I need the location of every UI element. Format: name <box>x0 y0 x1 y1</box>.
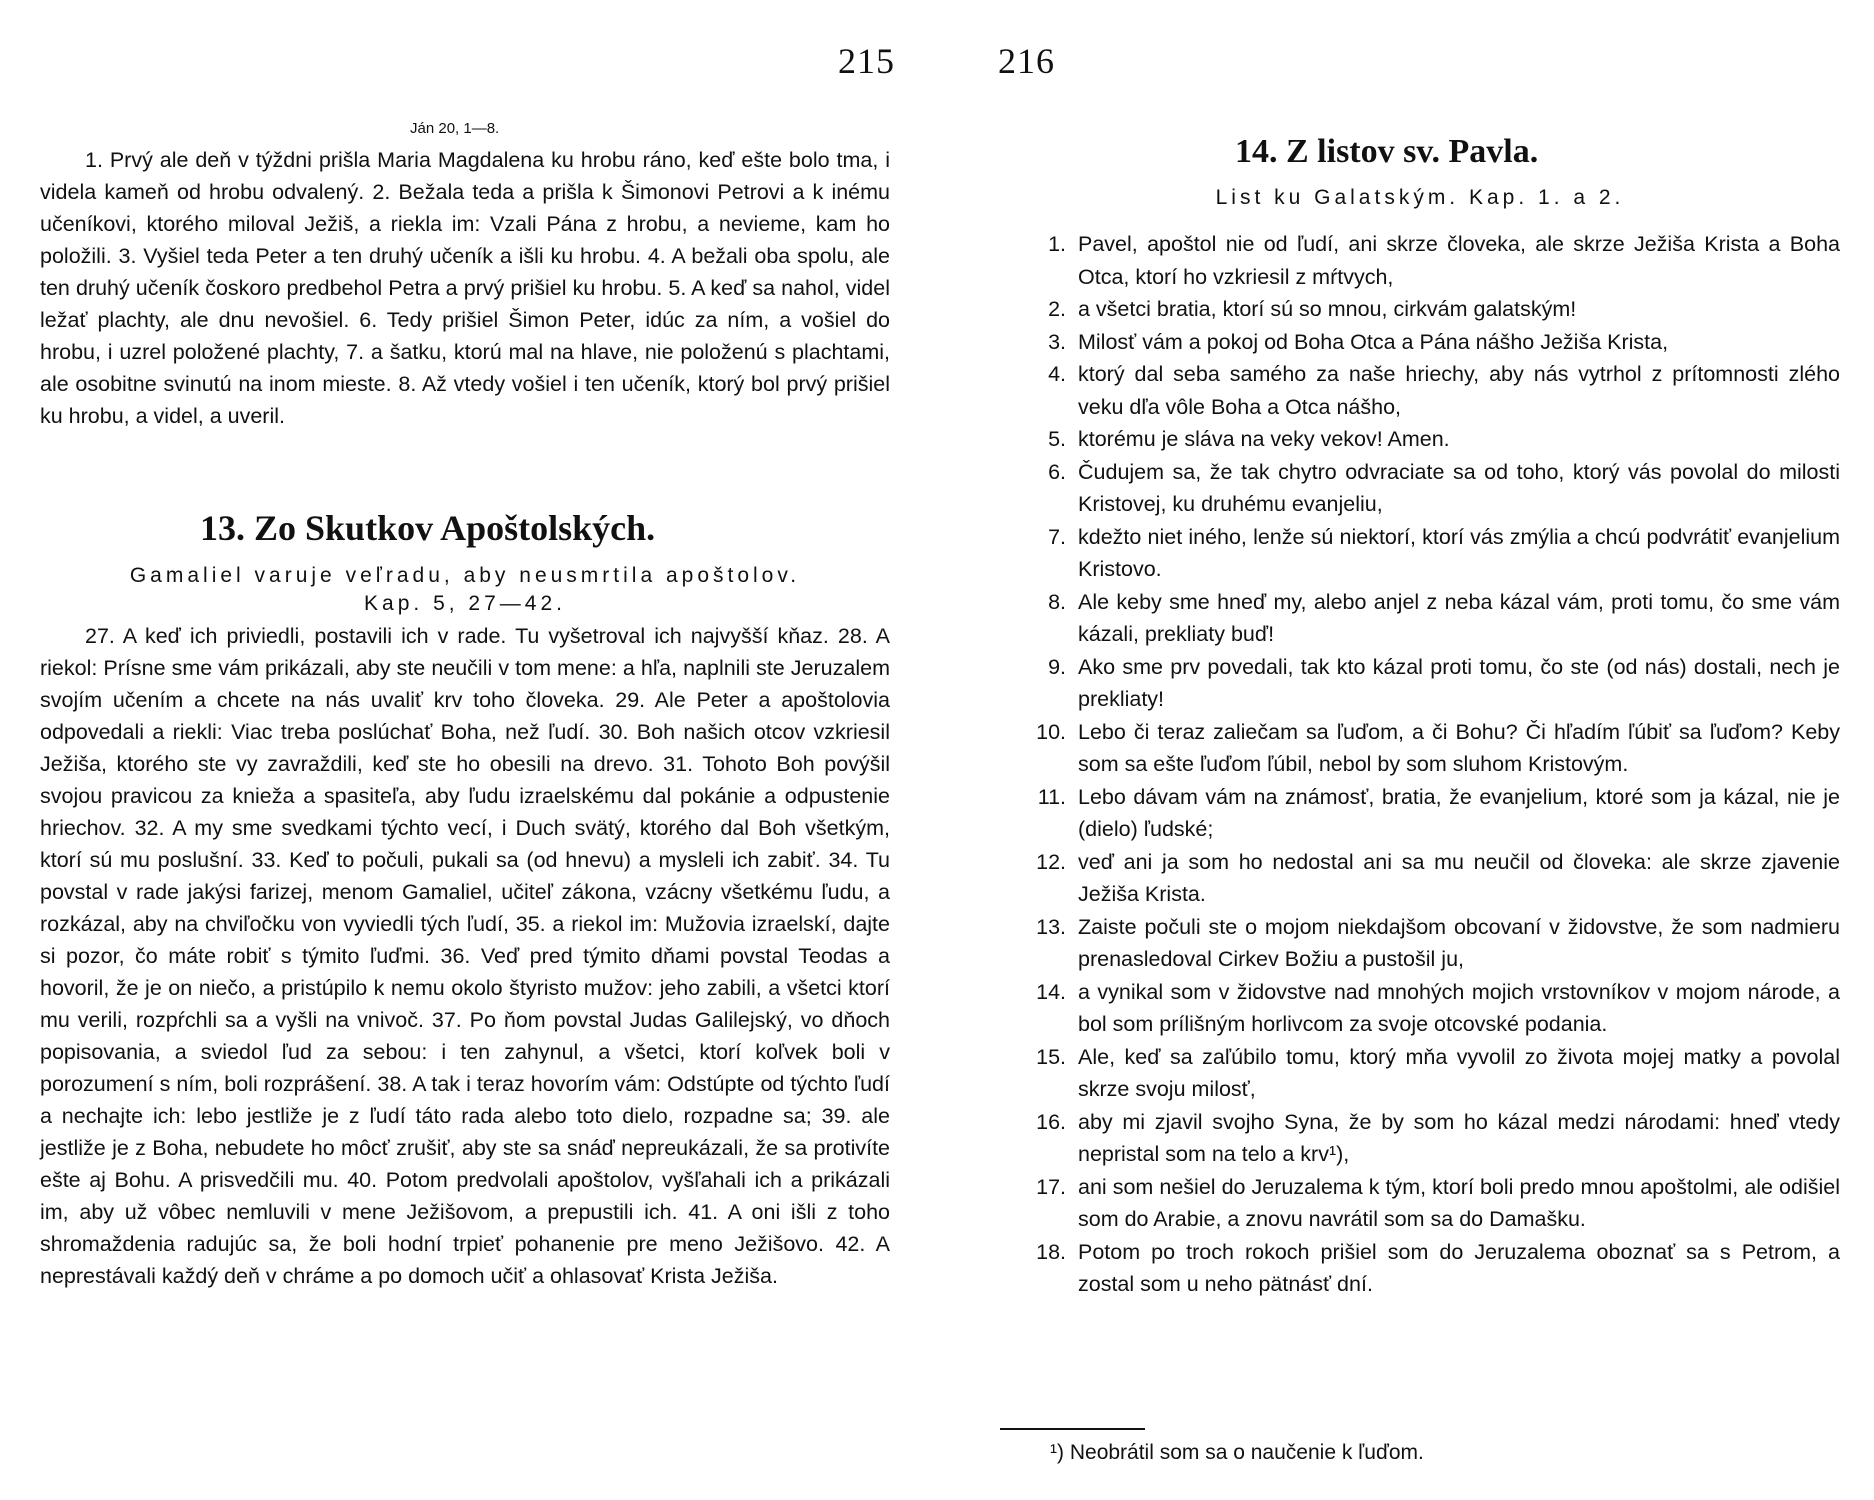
verse-text: veď ani ja som ho nedostal ani sa mu neučil od človeka: ale skrze zjavenie Ježiša Krista. <box>1078 849 1840 906</box>
verse-item <box>1000 911 1840 976</box>
verse-number: 18. <box>1036 1239 1066 1264</box>
verse-item <box>1000 976 1840 1041</box>
chapter-reference: Kap. 5, 27—42. <box>364 592 566 615</box>
verse-text: Ale keby sme hneď my, alebo anjel z neba kázal vám, proti tomu, čo sme vám kázali, prekliaty buď! <box>1078 589 1840 646</box>
verse-number: 15. <box>1036 1044 1066 1069</box>
footnote-marker: ¹) <box>1050 1441 1064 1464</box>
section-subtitle: List ku Galatským. Kap. 1. a 2. <box>1215 186 1625 209</box>
verse-item <box>1000 586 1840 651</box>
verse-item <box>1000 456 1840 521</box>
verse-text: Čudujem sa, že tak chytro odvraciate sa od toho, ktorý vás povolal do milosti Kristovej, ku druhému evanjeliu, <box>1078 459 1840 516</box>
verse-text: Potom po troch rokoch prišiel som do Jeruzalema oboznať sa s Petrom, a zostal som u neho pätnásť dní. <box>1078 1239 1840 1296</box>
verse-number: 11. <box>1037 784 1066 809</box>
gospel-paragraph: 1. Prvý ale deň v týždni prišla Maria Magdalena ku hrobu ráno, keď ešte bolo tma, i videla kameň od hrobu odvalený. 2. Bežala teda a prišla k Šimonovi Petrovi a k inému učeníkovi, ktorého miloval Ježiš, a riekla im: Vzali Pána z hrobu, a nevieme, kam ho položili. 3. Vyšiel teda Peter a ten druhý učeník a išli ku hrobu. 4. A bežali oba spolu, ale ten druhý učeník čoskoro predbehol Petra a prvý prišiel ku hrobu. 5. A keď sa nahol, videl ležať plachty, ale dnu nevošiel. 6. Tedy prišiel Šimon Peter, idúc za ním, a vošiel do hrobu, i uzrel položené plachty, 7. a šatku, ktorú mal na hlave, nie položenú s plachtami, ale osobitne svinutú na inom mieste. 8. Až vtedy vošiel i ten učeník, ktorý bol prvý prišiel ku hrobu, a videl, a uveril. <box>40 148 890 428</box>
verse-text: Pavel, apoštol nie od ľudí, ani skrze človeka, ale skrze Ježiša Krista a Boha Otca, ktorí ho vzkriesil z mŕtvych, <box>1078 232 1840 289</box>
verse-number: 1. <box>1048 232 1066 256</box>
verse-item <box>1000 521 1840 586</box>
verse-text: Zaiste počuli ste o mojom niekdajšom obcovaní v židovstve, že som nadmieru prenasledoval Cirkev Božiu a pustošil ju, <box>1078 914 1840 971</box>
verse-item <box>1000 1236 1840 1301</box>
verse-item <box>1000 358 1840 423</box>
acts-paragraph: 27. A keď ich priviedli, postavili ich v rade. Tu vyšetroval ich najvyšší kňaz. 28. A riekol: Prísne sme vám prikázali, aby ste neučili v tom mene: a hľa, naplnili ste Jeruzalem svojím učením a chcete na nás uvaliť krv toho človeka. 29. Ale Peter a apoštolovia odpovedali a riekli: Viac treba poslúchať Boha, než ľudí. 30. Boh našich otcov vzkriesil Ježiša, ktorého ste vy zavraždili, keď ste ho obesili na drevo. 31. Tohoto Boh povýšil svojou pravicou za knieža a spasiteľa, aby ľudu izraelskému dal pokánie a odpustenie hriechov. 32. A my sme svedkami týchto vecí, i Duch svätý, ktorého dal Boh všetkým, ktorí sú mu poslušní. 33. Keď to počuli, pukali sa (od hnevu) a mysleli ich zabiť. 34. Tu povstal v rade jakýsi farizej, menom Gamaliel, učiteľ zákona, vzácny všetkému ľudu, a rozkázal, aby na chviľočku von vyviedli tých ľudí, 35. a riekol im: Mužovia izraelskí, dajte si pozor, čo máte robiť s týmito ľuďmi. 36. Veď pred týmito dňami povstal Teodas a hovoril, že je on niečo, a pristúpilo k nemu okolo štyristo mužov: jeho zabili, a všetci ktorí mu verili, rozpŕchli sa a vyšli na vnivoč. 37. Po ňom povstal Judas Galilejský, vo dňoch popisovania, a sviedol ľud za sebou: i ten zahynul, a všetci, ktorí koľvek boli v porozumení s ním, boli rozprášení. 38. A tak i teraz hovorím vám: Odstúpte od týchto ľudí a nechajte ich: lebo jestliže je z ľudí táto rada alebo toto dielo, rozpadne sa; 39. ale jestliže je z Boha, nebudete ho môcť zrušiť, aby ste sa snáď nepreukázali, že sa protivíte ešte aj Bohu. A prisvedčili mu. 40. Potom predvolali apoštolov, vyšľahali ich a prikázali im, aby už vôbec nemluvili v mene Ježišovom, a prepustili ich. 41. A oni išli z toho shromaždenia radujúc sa, že boli hodní trpieť pohanenie pre meno Ježišovo. 42. A neprestávali každý deň v chráme a po domoch učiť a ohlasovať Krista Ježiša. <box>40 624 890 1288</box>
section-heading-14: 14. Z listov sv. Pavla. <box>1235 133 1539 170</box>
verse-text: kdežto niet iného, lenže sú niektorí, ktorí vás zmýlia a chcú podvrátiť evanjelium Kristovo. <box>1078 524 1840 581</box>
verse-item <box>1000 781 1840 846</box>
verse-number: 6. <box>1048 459 1066 484</box>
verse-item <box>1000 326 1840 359</box>
verse-text: Ale, keď sa zaľúbilo tomu, ktorý mňa vyvolil zo života mojej matky a povolal skrze svoju milosť, <box>1078 1044 1840 1101</box>
verse-list <box>1000 228 1840 1301</box>
verse-number: 10. <box>1036 719 1066 744</box>
verse-number: 9. <box>1048 654 1066 679</box>
verse-item <box>1000 651 1840 716</box>
verse-text: Ako sme prv povedali, tak kto kázal proti tomu, čo ste (od nás) dostali, nech je prekliaty! <box>1078 654 1840 711</box>
verse-text: ktorému je sláva na veky vekov! Amen. <box>1078 427 1450 451</box>
verse-text: ani som nešiel do Jeruzalema k tým, ktorí boli predo mnou apoštolmi, ale odišiel som do Arabie, a znovu navrátil som sa do Damašku. <box>1078 1174 1840 1231</box>
verse-item <box>1000 228 1840 293</box>
verse-number: 8. <box>1048 589 1066 614</box>
verse-text: Lebo či teraz zaliečam sa ľuďom, a či Bohu? Či hľadím ľúbiť sa ľuďom? Keby som sa ešte ľuďom ľúbil, nebol by som sluhom Kristovým. <box>1078 719 1840 776</box>
page-number-right: 216 <box>998 41 1055 81</box>
verse-text: aby mi zjavil svojho Syna, že by som ho kázal medzi národami: hneď vtedy nepristal som na telo a krv¹), <box>1078 1109 1840 1166</box>
verse-number: 13. <box>1036 914 1066 939</box>
scripture-reference: Ján 20, 1—8. <box>410 120 500 137</box>
footnote-rule <box>1000 1428 1145 1430</box>
verse-item <box>1000 293 1840 326</box>
verse-text: Milosť vám a pokoj od Boha Otca a Pána nášho Ježiša Krista, <box>1078 329 1669 354</box>
verse-text: a všetci bratia, ktorí sú so mnou, cirkvám galatským! <box>1078 297 1577 321</box>
verse-number: 4. <box>1048 362 1066 386</box>
verse-text: Lebo dávam vám na známosť, bratia, že evanjelium, ktoré som ja kázal, nie je (dielo) ľudské; <box>1078 784 1840 841</box>
verse-number: 7. <box>1048 524 1066 549</box>
verse-number: 2. <box>1048 297 1066 321</box>
verse-text: ktorý dal seba samého za naše hriechy, aby nás vytrhol z prítomnosti zlého veku dľa vôle Boha a Otca nášho, <box>1078 362 1840 419</box>
page-number-left: 215 <box>838 41 895 81</box>
verse-number: 17. <box>1036 1174 1066 1199</box>
section-subtitle <box>40 562 890 618</box>
verse-number: 5. <box>1048 427 1066 451</box>
section-heading-13: 13. Zo Skutkov Apoštolských. <box>200 508 656 548</box>
verse-item <box>1000 716 1840 781</box>
verse-item <box>1000 1171 1840 1236</box>
subtitle-line: Gamaliel varuje veľradu, aby neusmrtila apoštolov. <box>129 564 801 587</box>
verse-item <box>1000 1041 1840 1106</box>
verse-item <box>1000 1106 1840 1171</box>
verse-number: 3. <box>1048 329 1066 354</box>
verse-item <box>1000 846 1840 911</box>
verse-text: a vynikal som v židovstve nad mnohých mojich vrstovníkov v mojom národe, a bol som prílišným horlivcom za svoje otcovské podania. <box>1078 979 1840 1036</box>
footnote <box>1050 1437 1424 1469</box>
verse-number: 14. <box>1036 979 1066 1004</box>
verse-number: 16. <box>1036 1109 1066 1134</box>
verse-number: 12. <box>1036 849 1066 874</box>
footnote-text: Neobrátil som sa o naučenie k ľuďom. <box>1069 1441 1424 1464</box>
verse-item <box>1000 423 1840 456</box>
